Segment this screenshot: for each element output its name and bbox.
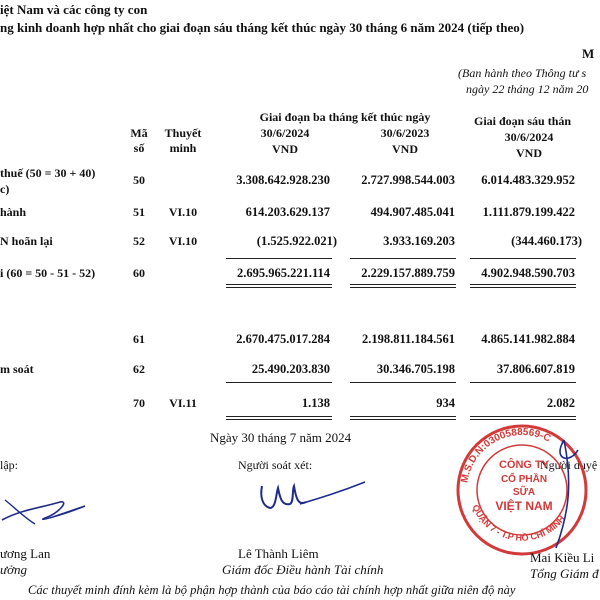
- subtotal-line-3: [470, 258, 576, 259]
- statement-title: ng kinh doanh hợp nhất cho giai đoạn sáu tháng kết thúc ngày 30 tháng 6 năm 2024 (tiếp theo): [0, 20, 525, 35]
- row-51-note: VI.10: [168, 205, 198, 219]
- stamp-bottom-text: QUẬN 7 - T.P HỒ CHÍ MINH: [470, 503, 567, 543]
- reviewer-signature: [240, 476, 370, 531]
- col2-unit: VND: [392, 142, 418, 156]
- row-60-value-2: 2.229.157.889.759: [361, 266, 455, 280]
- company-name: iệt Nam và các công ty con: [0, 2, 148, 17]
- company-stamp: [452, 420, 592, 560]
- row-62-value-3: 37.806.607.819: [496, 362, 575, 376]
- row-70-note: VI.11: [169, 396, 197, 410]
- total-line-1b: [226, 287, 332, 288]
- total-line-1a: [226, 284, 332, 285]
- eps-line-1b: [226, 419, 332, 420]
- row-62-value-1: 25.490.203.830: [251, 362, 330, 376]
- total-line-3b: [470, 287, 576, 288]
- stamp-line-4: VIỆT NAM: [495, 499, 553, 513]
- eps-line-2a: [350, 416, 456, 417]
- subtotal-line-2: [350, 258, 456, 259]
- circular-note-2: ngày 22 tháng 12 năm 20: [466, 82, 589, 96]
- row-62-line-3: [470, 382, 576, 383]
- row-62-line-1: [226, 382, 332, 383]
- row-52-note: VI.10: [168, 234, 198, 248]
- preparer-label: lập:: [0, 458, 18, 472]
- total-line-2a: [350, 284, 456, 285]
- row-50-label: thuế (50 = 30 + 40): [0, 166, 96, 180]
- row-51-label: hành: [0, 205, 27, 219]
- row-50-value-3: 6.014.483.329.952: [481, 173, 575, 187]
- column-note-header: Thuyết minh: [164, 126, 202, 155]
- col1-date: 30/6/2024: [260, 126, 310, 140]
- reviewer-title: Giám đốc Điều hành Tài chính: [222, 562, 384, 577]
- row-62-line-2: [350, 382, 456, 383]
- preparer-name: ương Lan: [0, 546, 51, 561]
- disclaimer-note: Các thuyết minh đính kèm là bộ phận hợp thành của báo cáo tài chính hợp nhất giữa niên độ này: [28, 583, 516, 597]
- three-month-title: Giai đoạn ba tháng kết thúc ngày: [259, 110, 431, 124]
- stamp-line-3: SỮA: [512, 487, 536, 498]
- sign-date: Ngày 30 tháng 7 năm 2024: [210, 430, 352, 445]
- row-50-value-1: 3.308.642.928.230: [236, 173, 330, 187]
- row-51-value-1: 614.203.629.137: [245, 205, 330, 219]
- approver-name: Mai Kiều Li: [530, 550, 595, 565]
- circular-note-1: (Ban hành theo Thông tư s: [458, 66, 587, 80]
- preparer-title: ưởng: [0, 562, 28, 577]
- row-50-value-2: 2.727.998.544.003: [361, 173, 455, 187]
- approver-title: Tổng Giám đ: [530, 566, 599, 581]
- row-51-value-3: 1.111.879.199.422: [482, 205, 575, 219]
- row-62-label: m soát: [0, 362, 34, 376]
- row-51-value-2: 494.907.485.041: [370, 205, 455, 219]
- row-62-value-2: 30.346.705.198: [376, 362, 455, 376]
- row-61-value-3: 4.865.141.982.884: [481, 332, 575, 346]
- row-52-value-1: (1.525.922.021): [256, 234, 337, 248]
- eps-line-3a: [470, 416, 576, 417]
- eps-line-1a: [226, 416, 332, 417]
- reviewer-label: Người soát xét:: [238, 458, 313, 472]
- col2-date: 30/6/2023: [380, 126, 430, 140]
- row-70-value-2: 934: [436, 396, 455, 410]
- row-60-label: i (60 = 50 - 51 - 52): [0, 266, 96, 280]
- row-52-value-2: 3.933.169.203: [383, 234, 455, 248]
- row-70-code: 70: [133, 396, 145, 410]
- row-62-code: 62: [133, 362, 145, 376]
- row-52-label: N hoãn lại: [0, 234, 53, 248]
- row-52-code: 52: [133, 234, 145, 248]
- col3-unit: VND: [516, 146, 542, 160]
- stamp-line-2: CỔ PHẦN: [500, 474, 548, 485]
- row-50-label-2: c): [0, 182, 10, 196]
- col3-date: 30/6/2024: [504, 130, 554, 144]
- row-60-value-3: 4.902.948.590.703: [481, 266, 575, 280]
- total-line-3a: [470, 284, 576, 285]
- row-52-value-3: (344.460.173): [511, 234, 582, 248]
- eps-line-2b: [350, 419, 456, 420]
- reviewer-name: Lê Thành Liêm: [238, 546, 319, 561]
- approver-label: Người duyệ: [540, 458, 598, 472]
- row-50-code: 50: [133, 173, 145, 187]
- form-code: M: [582, 46, 595, 61]
- col1-unit: VND: [272, 142, 298, 156]
- row-70-value-1: 1.138: [301, 396, 330, 410]
- row-61-code: 61: [133, 332, 145, 346]
- stamp-line-1: CÔNG TY: [498, 459, 550, 471]
- subtotal-line-1: [226, 258, 332, 259]
- row-70-value-3: 2.082: [546, 396, 575, 410]
- row-60-code: 60: [133, 266, 145, 280]
- six-month-title: Giai đoạn sáu thán: [474, 114, 572, 128]
- column-code-header: Mã số: [130, 126, 148, 155]
- total-line-2b: [350, 287, 456, 288]
- preparer-signature: [0, 480, 90, 530]
- row-61-value-2: 2.198.811.184.561: [361, 332, 455, 346]
- row-61-value-1: 2.670.475.017.284: [236, 332, 330, 346]
- row-51-code: 51: [133, 205, 145, 219]
- stamp-ring-text: M.S.D.N:0300588569-C: [459, 426, 553, 484]
- row-60-value-1: 2.695.965.221.114: [236, 266, 330, 280]
